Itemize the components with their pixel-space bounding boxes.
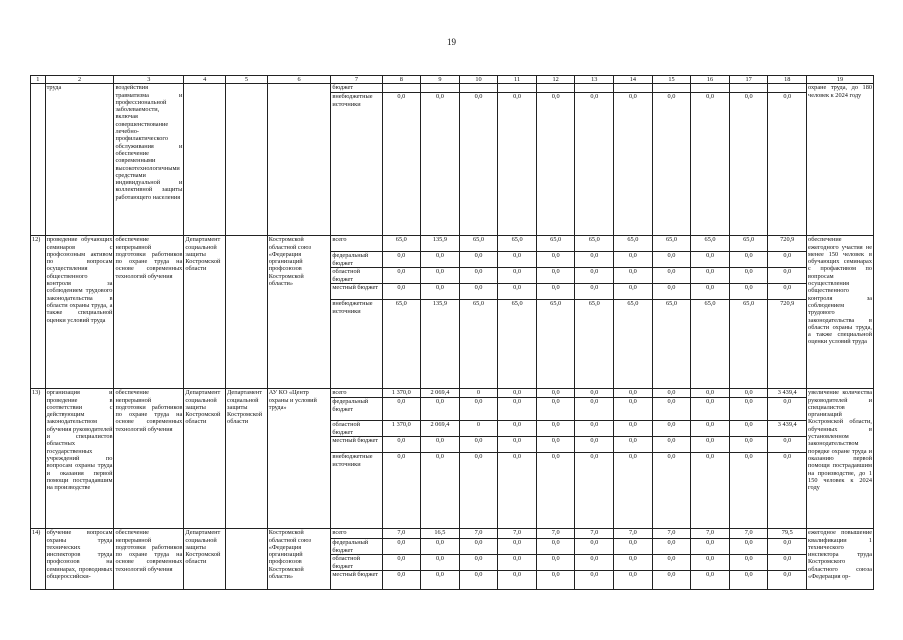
funding-value-cell (614, 236, 653, 389)
funding-value: 0,0 (460, 437, 498, 453)
funding-value: 0,0 (653, 398, 691, 421)
funding-value: 0,0 (628, 571, 637, 579)
funding-value: 0,0 (421, 398, 459, 421)
funding-value: 65,0 (498, 236, 536, 252)
funding-value-cell (575, 529, 614, 590)
funding-value-cell (768, 529, 807, 590)
funding-value-cell (536, 389, 575, 529)
funding-value: 0 (460, 389, 498, 398)
column-number-7: 7 (331, 76, 382, 84)
funding-value: 65,0 (395, 300, 407, 308)
funding-value: 7,0 (691, 529, 729, 539)
column-number-17: 17 (729, 76, 768, 84)
funding-value-cell (614, 389, 653, 529)
funding-value-cell (421, 84, 460, 236)
funding-value-cell (536, 84, 575, 236)
column-number-1: 1 (31, 76, 46, 84)
funding-value: 7,0 (537, 529, 575, 539)
funding-value: 0,0 (730, 437, 768, 453)
funding-value: 0,0 (460, 284, 498, 300)
program-activities-table (30, 75, 874, 590)
row-number: 14) (31, 529, 46, 590)
funding-value: 135,9 (421, 236, 459, 252)
funding-value: 0,0 (397, 93, 406, 101)
funding-value: 0,0 (653, 252, 691, 268)
funding-source-cell (331, 236, 382, 389)
funding-value: 0,0 (768, 268, 806, 284)
task-description: обеспечение непрерывной подготовки работников по охране труда на основе современных технологий обучения (114, 236, 184, 389)
funding-value-cell (382, 529, 421, 590)
column-number-19: 19 (807, 76, 874, 84)
participant-organization: АУ КО «Центр охраны и условий труда» (267, 389, 331, 529)
funding-value-cell (652, 84, 691, 236)
funding-value (691, 84, 729, 93)
row-number: 12) (31, 236, 46, 389)
column-number-15: 15 (652, 76, 691, 84)
funding-value: 0,0 (397, 571, 406, 579)
co-executor (226, 236, 268, 389)
funding-value-cell (691, 529, 730, 590)
funding-source-label: федеральный бюджет (331, 398, 381, 421)
funding-value: 65,0 (383, 236, 421, 252)
funding-value: 0,0 (706, 571, 714, 579)
funding-value: 0,0 (383, 437, 421, 453)
funding-value: 2 069,4 (421, 421, 459, 437)
funding-value: 0,0 (575, 437, 613, 453)
funding-value (653, 84, 691, 93)
table-row (31, 389, 874, 529)
funding-value: 0,0 (460, 268, 498, 284)
funding-value: 0,0 (498, 437, 536, 453)
funding-value-cell (575, 236, 614, 389)
funding-value: 0,0 (498, 555, 536, 571)
column-number-9: 9 (421, 76, 460, 84)
funding-value: 0,0 (691, 398, 729, 421)
funding-value: 3 439,4 (768, 389, 806, 398)
funding-source-label: областной бюджет (331, 421, 381, 437)
funding-source-cell (331, 389, 382, 529)
funding-value: 7,0 (460, 529, 498, 539)
funding-value: 0,0 (614, 555, 652, 571)
funding-value-cell (536, 236, 575, 389)
funding-value: 0,0 (383, 252, 421, 268)
funding-value: 0,0 (768, 437, 806, 453)
funding-value-cell (729, 389, 768, 529)
table-row (31, 529, 874, 590)
funding-value: 0,0 (730, 268, 768, 284)
funding-value: 0,0 (706, 453, 714, 461)
funding-value-cell (536, 529, 575, 590)
expected-result: ежегодное повышение квалификации 1 технического инспектора труда Костромского областного союза «Федерация ор- (807, 529, 874, 590)
funding-value: 0,0 (575, 252, 613, 268)
funding-value: 0,0 (421, 539, 459, 555)
funding-value: 0,0 (435, 453, 444, 461)
funding-value: 0,0 (614, 421, 652, 437)
funding-value (730, 84, 768, 93)
funding-value: 0,0 (498, 539, 536, 555)
funding-value: 0,0 (537, 539, 575, 555)
funding-value: 0,0 (383, 539, 421, 555)
funding-value: 0,0 (498, 268, 536, 284)
funding-value (537, 84, 575, 93)
funding-value (383, 84, 421, 93)
funding-value: 0,0 (498, 252, 536, 268)
funding-value: 65,0 (537, 236, 575, 252)
funding-value: 0,0 (730, 421, 768, 437)
funding-value: 0,0 (768, 284, 806, 300)
funding-value-cell (729, 236, 768, 389)
funding-value: 0,0 (653, 284, 691, 300)
funding-value-cell (498, 529, 537, 590)
funding-value: 0,0 (730, 555, 768, 571)
funding-value: 0,0 (730, 252, 768, 268)
funding-source-label: областной бюджет (331, 268, 381, 284)
funding-value: 65,0 (704, 300, 716, 308)
funding-value: 0,0 (397, 453, 406, 461)
column-number-18: 18 (768, 76, 807, 84)
funding-source-label: всего (331, 236, 381, 252)
funding-value: 0,0 (537, 555, 575, 571)
funding-value: 0,0 (551, 93, 560, 101)
funding-value (614, 84, 652, 93)
funding-value: 65,0 (691, 236, 729, 252)
row-number: 13) (31, 389, 46, 529)
funding-value: 0,0 (435, 571, 444, 579)
funding-value: 0,0 (460, 252, 498, 268)
column-number-4: 4 (184, 76, 226, 84)
funding-value: 0,0 (537, 252, 575, 268)
funding-value: 720,9 (768, 236, 806, 252)
funding-value (768, 84, 806, 93)
funding-value: 0,0 (614, 398, 652, 421)
funding-source-label: местный бюджет (331, 284, 381, 300)
funding-value: 65,0 (550, 300, 562, 308)
expected-result: обеспечение ежегодного участия не менее 150 человек в обучающих семинарах с профактивом по вопросам осуществления общественного контроля за соблюдением трудового законодательства в области охраны труда, а также специальной оценки условий труда (807, 236, 874, 389)
funding-value: 0,0 (537, 389, 575, 398)
funding-value: 65,0 (627, 300, 639, 308)
funding-value: 0,0 (590, 571, 599, 579)
funding-value: 0,0 (513, 93, 522, 101)
funding-source-label: всего (331, 389, 381, 398)
funding-value: 0,0 (628, 93, 637, 101)
funding-value: 65,0 (575, 236, 613, 252)
funding-value: 720,9 (780, 300, 795, 308)
funding-value: 65,0 (588, 300, 600, 308)
participant-organization (267, 84, 331, 236)
funding-value: 65,0 (665, 300, 677, 308)
column-number-11: 11 (498, 76, 537, 84)
funding-value: 0,0 (460, 539, 498, 555)
funding-value: 0,0 (691, 252, 729, 268)
funding-value: 0,0 (590, 93, 599, 101)
funding-value: 0,0 (537, 268, 575, 284)
funding-value: 0,0 (614, 252, 652, 268)
funding-value: 0,0 (460, 398, 498, 421)
funding-value: 7,0 (383, 529, 421, 539)
funding-value: 0,0 (691, 437, 729, 453)
co-executor: Департамент социальной защиты Костромской области (226, 389, 268, 529)
funding-value: 0,0 (691, 421, 729, 437)
funding-value: 0,0 (383, 555, 421, 571)
funding-source-label: внебюджетные источники (332, 300, 373, 315)
funding-source-label: всего (331, 529, 381, 539)
responsible-executor: Департамент социальной защиты Костромской области (184, 389, 226, 529)
funding-value: 0,0 (653, 437, 691, 453)
co-executor (226, 84, 268, 236)
responsible-executor (184, 84, 226, 236)
column-number-13: 13 (575, 76, 614, 84)
task-description: обеспечение непрерывной подготовки работников по охране труда на основе современных технологий обучения (114, 529, 184, 590)
funding-value-cell (691, 84, 730, 236)
column-number-16: 16 (691, 76, 730, 84)
funding-value: 0,0 (435, 93, 444, 101)
funding-value: 0,0 (783, 571, 792, 579)
funding-value: 0,0 (537, 421, 575, 437)
activity-name: труда (45, 84, 114, 236)
funding-value-cell (652, 236, 691, 389)
funding-value: 0,0 (667, 571, 676, 579)
funding-value: 0,0 (498, 398, 536, 421)
funding-value: 0,0 (730, 539, 768, 555)
funding-value: 0,0 (614, 539, 652, 555)
column-number-row (31, 76, 874, 84)
page-number: 19 (447, 37, 456, 47)
funding-value: 0,0 (667, 453, 676, 461)
funding-value-cell (459, 529, 498, 590)
funding-value-cell (459, 84, 498, 236)
funding-value: 0,0 (628, 453, 637, 461)
funding-value: 0,0 (460, 555, 498, 571)
funding-value: 0,0 (498, 389, 536, 398)
funding-source-label: местный бюджет (332, 571, 379, 579)
funding-value-cell (652, 389, 691, 529)
funding-value: 7,0 (575, 529, 613, 539)
funding-value-cell (652, 529, 691, 590)
expected-result: охране труда, до 180 человек к 2024 году (807, 84, 874, 236)
funding-value-cell (691, 389, 730, 529)
funding-value: 0,0 (474, 93, 483, 101)
funding-value: 0,0 (614, 268, 652, 284)
funding-value: 0,0 (590, 453, 599, 461)
funding-value: 0,0 (421, 437, 459, 453)
funding-value: 0,0 (513, 453, 522, 461)
column-number-10: 10 (459, 76, 498, 84)
funding-value: 0,0 (653, 539, 691, 555)
funding-value: 0,0 (691, 268, 729, 284)
funding-value-cell (421, 529, 460, 590)
funding-value-cell (575, 84, 614, 236)
funding-value: 0,0 (474, 453, 483, 461)
funding-value: 0,0 (691, 539, 729, 555)
funding-source-label: внебюджетные источники (332, 93, 373, 108)
responsible-executor: Департамент социальной защиты Костромской области (184, 236, 226, 389)
column-number-3: 3 (114, 76, 184, 84)
participant-organization: Костромской областной союз «Федерация организаций профсоюзов Костромской области» (267, 236, 331, 389)
funding-value: 0,0 (575, 284, 613, 300)
funding-source-label: местный бюджет (331, 437, 381, 453)
funding-value: 0,0 (614, 284, 652, 300)
activity-name: проведение обучающих семинаров с профсоюзным активом по вопросам осуществления общественного контроля за соблюдением трудового законодательства в области охраны труда, а также специальной оценки условий труда (45, 236, 114, 389)
funding-value: 0,0 (551, 453, 560, 461)
column-number-12: 12 (536, 76, 575, 84)
activity-name: обучение вопросам охраны труда технических инспекторов труда профсоюзов на семинарах, проводимых общероссийски- (45, 529, 114, 590)
activity-name: организация и проведение в соответствии с действующим законодательством обучения руководителей и специалистов областных государственных учреждений по вопросам охраны труда и оказания первой помощи пострадавшим на производстве (45, 389, 114, 529)
funding-value-cell (768, 236, 807, 389)
funding-value-cell (459, 389, 498, 529)
column-number-2: 2 (45, 76, 114, 84)
row-number (31, 84, 46, 236)
funding-value: 0,0 (421, 555, 459, 571)
funding-value: 0,0 (653, 389, 691, 398)
funding-value: 7,0 (653, 529, 691, 539)
task-description: воздействия травматизма и профессиональной заболеваемости, включая совершенствование лечебно-профилактического обслуживания и обеспечение современными высокотехнологичными средствами индивидуальной и коллективной защиты работающего населения (114, 84, 184, 236)
column-number-14: 14 (614, 76, 653, 84)
funding-value (460, 84, 498, 93)
funding-value: 0,0 (474, 571, 483, 579)
funding-value: 65,0 (743, 300, 755, 308)
funding-value: 0,0 (575, 268, 613, 284)
funding-value-cell (421, 389, 460, 529)
column-number-6: 6 (267, 76, 331, 84)
funding-value: 0,0 (744, 571, 753, 579)
funding-value: 0,0 (614, 437, 652, 453)
funding-value: 65,0 (511, 300, 523, 308)
funding-value-cell (614, 529, 653, 590)
participant-organization: Костромской областной союз «Федерация организаций профсоюзов Костромской области» (267, 529, 331, 590)
funding-value: 0,0 (744, 453, 753, 461)
funding-value-cell (459, 236, 498, 389)
funding-value: 0,0 (575, 555, 613, 571)
funding-value: 0,0 (730, 398, 768, 421)
funding-value: 0,0 (498, 284, 536, 300)
funding-value: 0,0 (768, 398, 806, 421)
funding-value-cell (614, 84, 653, 236)
expected-result: увеличение количества руководителей и специалистов организаций Костромской области, обученных в установленном законодательством порядке охране труда и оказанию первой помощи пострадавшим на производстве, до 1 150 человек к 2024 году (807, 389, 874, 529)
funding-value-cell (498, 389, 537, 529)
funding-value-cell (729, 529, 768, 590)
funding-value: 0,0 (498, 421, 536, 437)
table-body (31, 76, 874, 590)
funding-value: 0,0 (537, 437, 575, 453)
funding-value: 0,0 (383, 398, 421, 421)
funding-value: 2 069,4 (421, 389, 459, 398)
funding-value: 0,0 (706, 93, 714, 101)
column-number-8: 8 (382, 76, 421, 84)
funding-source-cell (331, 529, 382, 590)
funding-value: 0,0 (421, 284, 459, 300)
funding-value: 0,0 (768, 252, 806, 268)
funding-value-cell (768, 84, 807, 236)
funding-value-cell (421, 236, 460, 389)
co-executor (226, 529, 268, 590)
funding-value: 135,9 (432, 300, 447, 308)
funding-value: 0,0 (730, 389, 768, 398)
table-row (31, 84, 874, 236)
funding-value: 65,0 (653, 236, 691, 252)
funding-value: 0,0 (551, 571, 560, 579)
responsible-executor: Департамент социальной защиты Костромской области (184, 529, 226, 590)
funding-source-label: внебюджетные источники (332, 453, 373, 468)
funding-value-cell (575, 389, 614, 529)
funding-value (421, 84, 459, 93)
funding-value: 0,0 (421, 252, 459, 268)
funding-value-cell (382, 389, 421, 529)
table-row (31, 236, 874, 389)
funding-value: 0,0 (575, 421, 613, 437)
funding-value: 3 439,4 (768, 421, 806, 437)
funding-value: 0,0 (691, 389, 729, 398)
funding-value: 7,0 (730, 529, 768, 539)
funding-value: 0,0 (575, 389, 613, 398)
funding-value-cell (382, 84, 421, 236)
funding-value: 65,0 (472, 300, 485, 308)
funding-value-cell (768, 389, 807, 529)
funding-value-cell (382, 236, 421, 389)
funding-source-cell (331, 84, 382, 236)
funding-value: 65,0 (614, 236, 652, 252)
funding-source-label: федеральный бюджет (331, 252, 381, 268)
funding-value: 0,0 (768, 555, 806, 571)
funding-value: 0,0 (537, 398, 575, 421)
funding-source-label: бюджет (331, 84, 381, 93)
funding-value-cell (498, 236, 537, 389)
column-number-5: 5 (226, 76, 268, 84)
funding-value: 65,0 (460, 236, 498, 252)
funding-value: 0,0 (768, 539, 806, 555)
funding-value: 0 (460, 421, 498, 437)
funding-source-label: областной бюджет (331, 555, 381, 571)
funding-value-cell (729, 84, 768, 236)
funding-value: 1 370,0 (383, 389, 421, 398)
funding-value: 1 370,0 (383, 421, 421, 437)
funding-value: 0,0 (653, 421, 691, 437)
funding-value: 0,0 (691, 284, 729, 300)
funding-value: 7,0 (614, 529, 652, 539)
funding-value (575, 84, 613, 93)
funding-value: 0,0 (614, 389, 652, 398)
funding-value: 7,0 (498, 529, 536, 539)
funding-value: 0,0 (730, 284, 768, 300)
funding-value: 0,0 (421, 268, 459, 284)
funding-value: 0,0 (575, 398, 613, 421)
funding-value: 0,0 (653, 268, 691, 284)
funding-source-label: федеральный бюджет (331, 539, 381, 555)
funding-value: 0,0 (783, 453, 792, 461)
funding-value (498, 84, 536, 93)
funding-value: 0,0 (653, 555, 691, 571)
funding-value: 0,0 (537, 284, 575, 300)
funding-value: 16,5 (421, 529, 459, 539)
funding-value: 0,0 (691, 555, 729, 571)
funding-value: 0,0 (513, 571, 522, 579)
funding-value: 65,0 (730, 236, 768, 252)
funding-value: 0,0 (744, 93, 753, 101)
funding-value-cell (691, 236, 730, 389)
funding-value-cell (498, 84, 537, 236)
funding-value: 0,0 (783, 93, 792, 101)
funding-value: 0,0 (667, 93, 676, 101)
task-description: обеспечение непрерывной подготовки работников по охране труда на основе современных технологий обучения (114, 389, 184, 529)
funding-value: 0,0 (383, 284, 421, 300)
funding-value: 79,5 (768, 529, 806, 539)
funding-value: 0,0 (575, 539, 613, 555)
funding-value: 0,0 (383, 268, 421, 284)
